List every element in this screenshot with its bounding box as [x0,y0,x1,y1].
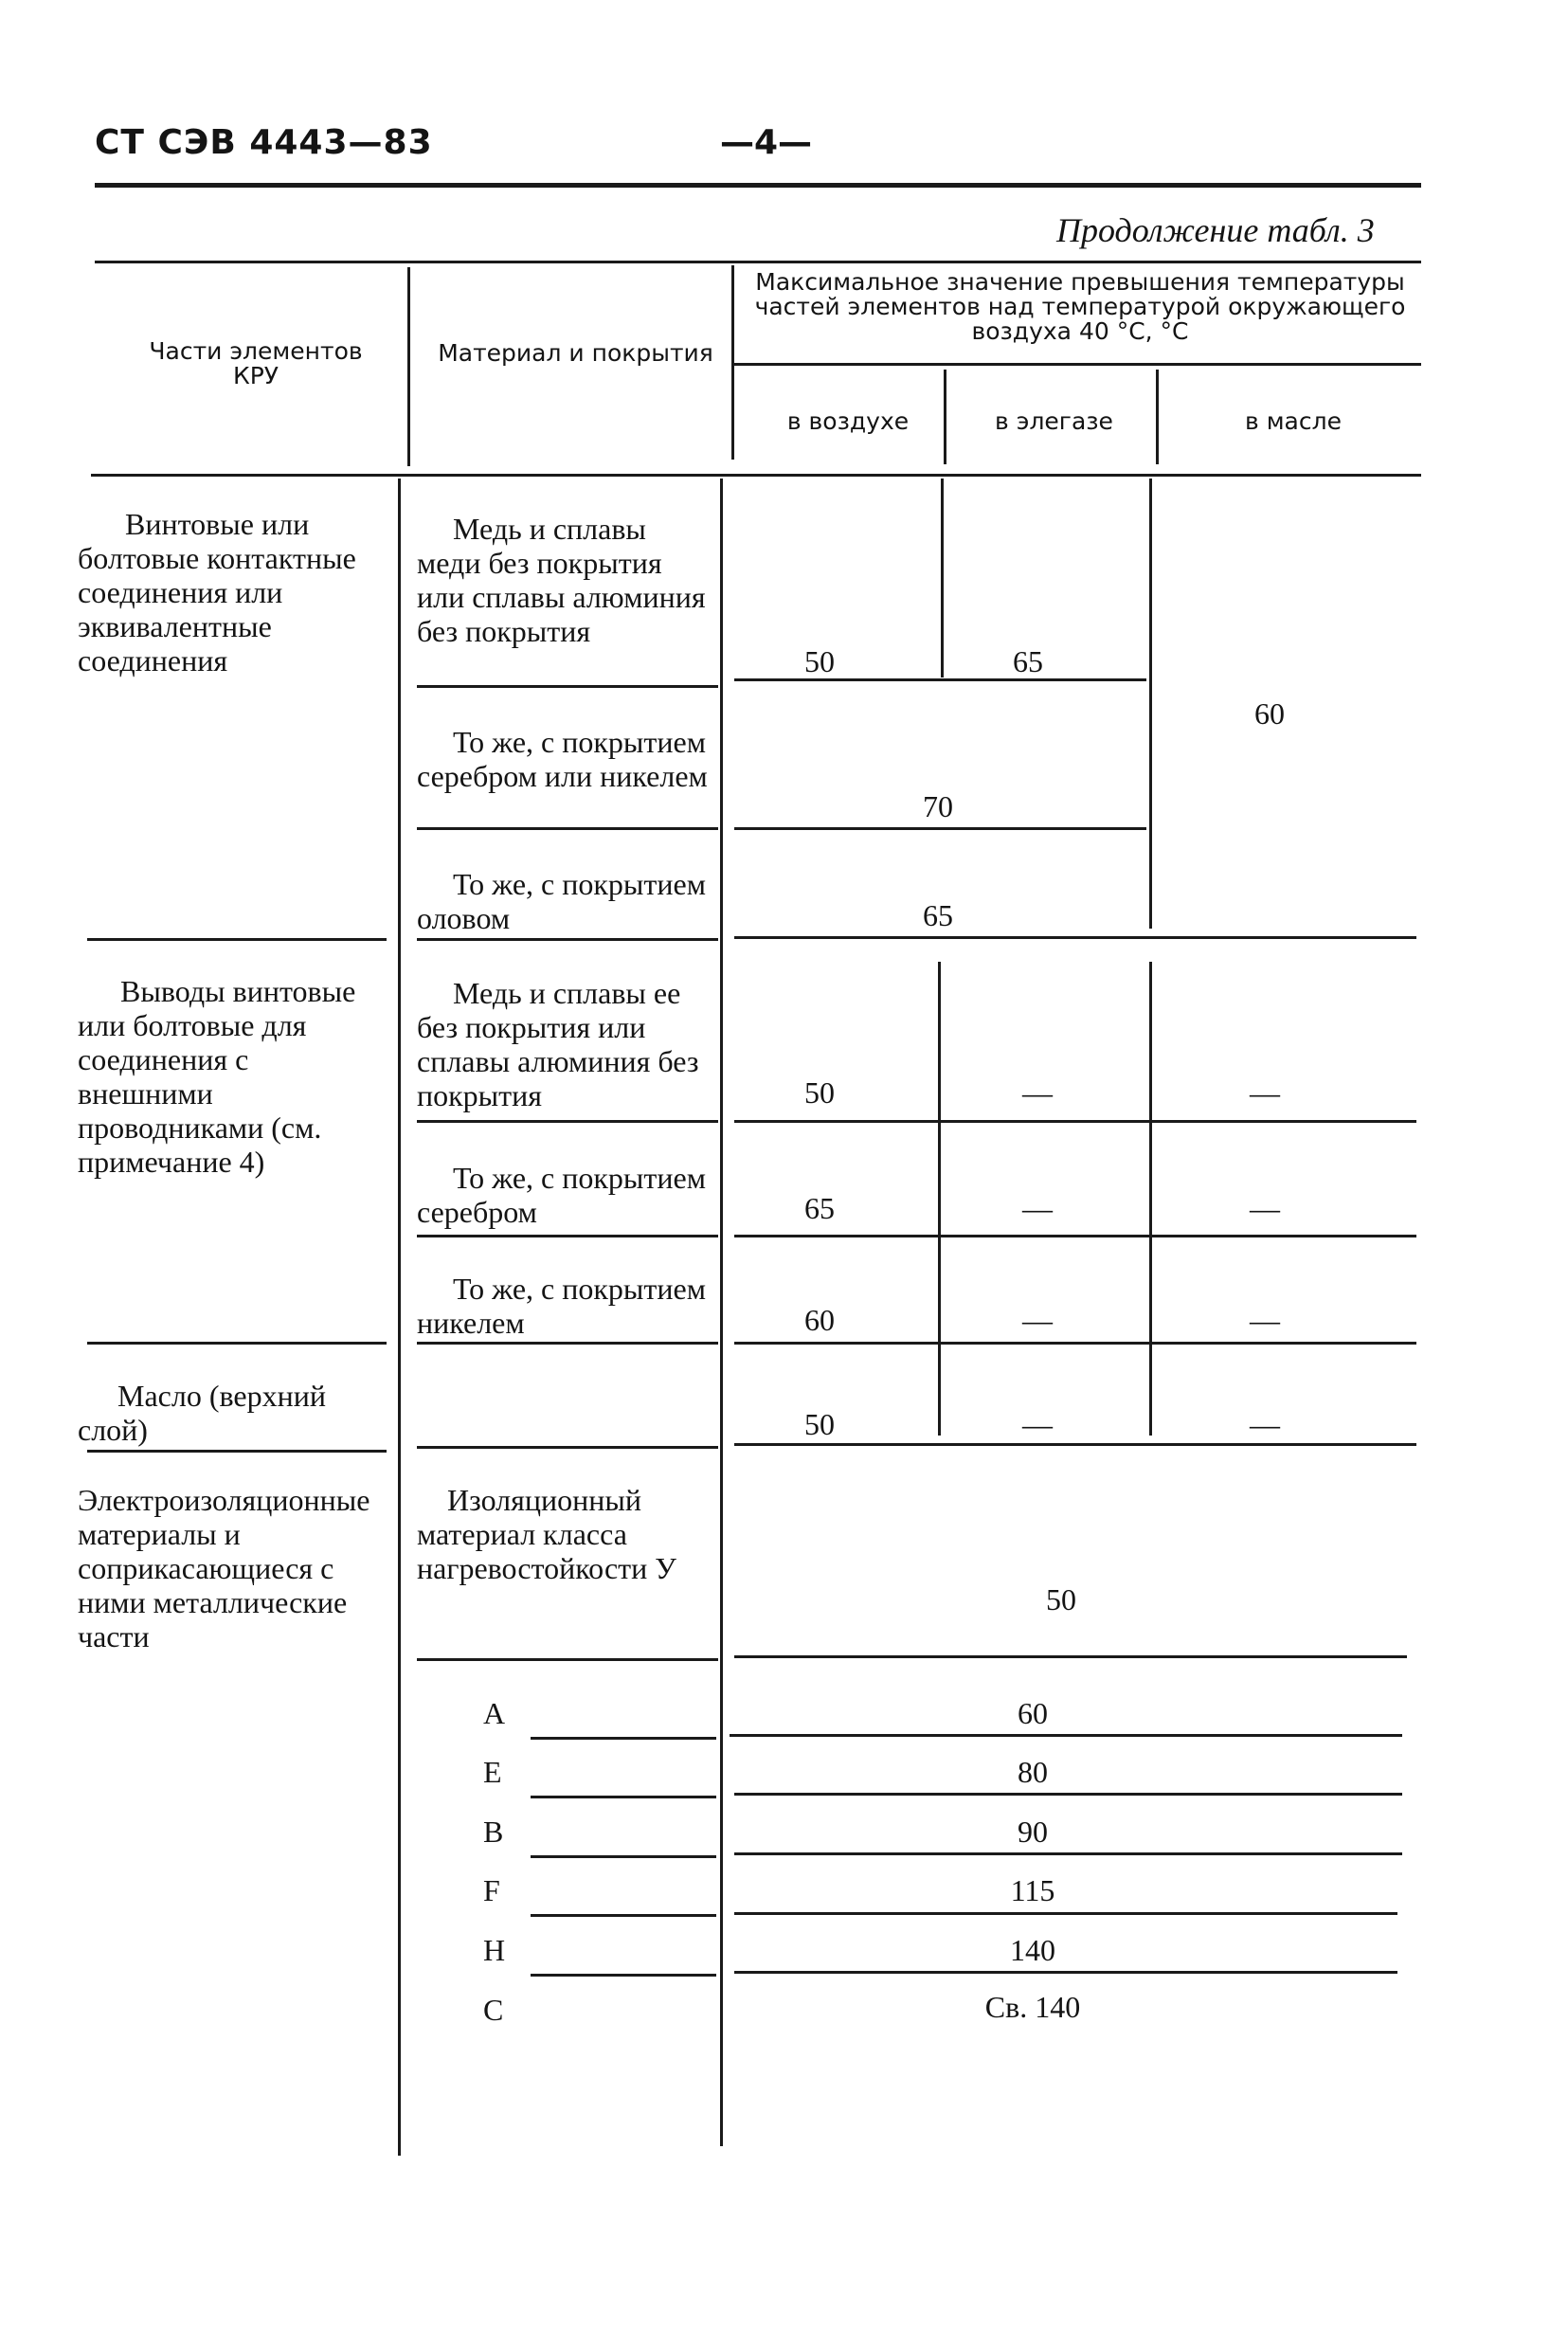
row-rule [730,1734,1402,1737]
body-divider-parts [398,479,401,2156]
part-bolted-connections: Винтовые или болтовые контактные соединения или эквивалентные соединения [78,507,356,677]
header-bottom-rule [91,474,1421,477]
row-rule [734,1971,1397,1974]
body-divider-air-sf6-a [941,479,944,677]
value-class-f: 115 [1010,1873,1055,1907]
header-col-divider-2 [731,265,734,460]
value-oil-terminal-uncoated: — [1250,1075,1280,1110]
subheader-rule [734,363,1421,366]
material-class-a: А [483,1696,506,1730]
material-class-h: Н [483,1933,506,1967]
value-sf6-oil-layer: — [1022,1407,1053,1441]
value-oil-contact-connections: 60 [1254,696,1285,731]
column-header-material: Материал и покрытия [438,339,713,367]
row-rule [531,1737,716,1740]
row-rule [734,1235,1416,1237]
material-copper-alloy-uncoated: Медь и сплавы ее без покрытия или сплавы алюминия без покрытия [417,976,699,1112]
row-rule [734,827,1146,830]
row-rule [417,827,718,830]
group-rule [87,1342,387,1345]
group-rule [417,1342,718,1345]
header-rule [95,183,1421,188]
row-rule [417,1235,718,1237]
value-air-terminal-uncoated: 50 [804,1075,835,1110]
material-nickel-coated: То же, с покрытием никелем [417,1272,706,1340]
table-top-rule [95,261,1421,263]
column-header-air: в воздухе [786,407,910,435]
row-rule [531,1796,716,1798]
value-air-copper: 50 [804,644,835,678]
value-class-c: Св. 140 [984,1990,1081,2024]
row-rule [734,1120,1416,1123]
part-insulation-materials: Электроизоляционные материалы и соприкасающиеся с ними металлические части [78,1483,370,1653]
page-number: —4— [720,123,813,162]
value-sf6-terminal-silver: — [1022,1191,1053,1225]
standard-code: СТ СЭВ 4443—83 [95,123,433,162]
part-terminals: Выводы винтовые или болтовые для соединения с внешними проводниками (см. примечание 4) [78,974,356,1179]
value-sf6-terminal-nickel: — [1022,1303,1053,1337]
group-rule [87,938,387,941]
table-continuation-label: Продолжение табл. 3 [1056,211,1375,249]
value-sf6-terminal-uncoated: — [1022,1075,1053,1110]
body-divider-air-sf6-b [938,962,941,1436]
row-rule [417,685,718,688]
value-class-a: 60 [1018,1696,1048,1730]
group-rule [734,936,1416,939]
value-air-sf6-tin: 65 [923,898,953,932]
value-air-oil-layer: 50 [804,1407,835,1441]
material-insulation-class-y: Изоляционный материал класса нагревостойкости У [417,1483,676,1585]
value-class-b: 90 [1018,1815,1048,1849]
row-rule [734,678,1146,681]
body-divider-sf6-oil-b [1149,962,1152,1436]
material-class-f: F [483,1873,500,1907]
value-class-e: 80 [1018,1755,1048,1789]
value-oil-terminal-nickel: — [1250,1303,1280,1337]
part-oil-top-layer: Масло (верхний слой) [78,1379,326,1447]
body-divider-material [720,479,723,2146]
material-copper-uncoated: Медь и сплавы меди без покрытия или сплавы алюминия без покрытия [417,512,706,648]
material-silver-nickel-coated: То же, с покрытием серебром или никелем [417,725,708,793]
value-air-sf6-silver-nickel: 70 [923,789,953,823]
column-header-max-temperature: Максимальное значение превышения температуры частей элементов над температурой окружающего воздуха 40 °С, °С [754,268,1406,345]
row-rule [417,1658,718,1661]
group-rule [417,938,718,941]
group-rule [417,1446,718,1449]
row-rule [734,1912,1397,1915]
value-air-terminal-silver: 65 [804,1191,835,1225]
header-col-divider-4 [1156,370,1159,464]
group-rule [734,1443,1416,1446]
value-oil-oil-layer: — [1250,1407,1280,1441]
row-rule [531,1855,716,1858]
row-rule [734,1793,1402,1796]
header-col-divider-1 [407,267,410,466]
header-col-divider-3 [944,370,946,464]
value-oil-terminal-silver: — [1250,1191,1280,1225]
value-class-h: 140 [1010,1933,1055,1967]
row-rule [734,1852,1402,1855]
group-rule [87,1450,387,1453]
column-header-parts: Части элементов КРУ [149,337,363,389]
material-silver-coated: То же, с покрытием серебром [417,1161,706,1229]
material-class-c: С [483,1993,504,2027]
value-sf6-copper: 65 [1013,644,1043,678]
row-rule [734,1655,1407,1658]
row-rule [531,1974,716,1977]
column-header-sf6: в элегазе [995,407,1113,435]
value-class-y: 50 [1046,1582,1076,1617]
material-class-b: В [483,1815,504,1849]
material-tin-coated: То же, с покрытием оловом [417,867,706,935]
body-divider-sf6-oil-a [1149,479,1152,929]
row-rule [531,1914,716,1917]
row-rule [417,1120,718,1123]
material-class-e: Е [483,1755,502,1789]
group-rule [734,1342,1416,1345]
value-air-terminal-nickel: 60 [804,1303,835,1337]
column-header-oil: в масле [1245,407,1342,435]
